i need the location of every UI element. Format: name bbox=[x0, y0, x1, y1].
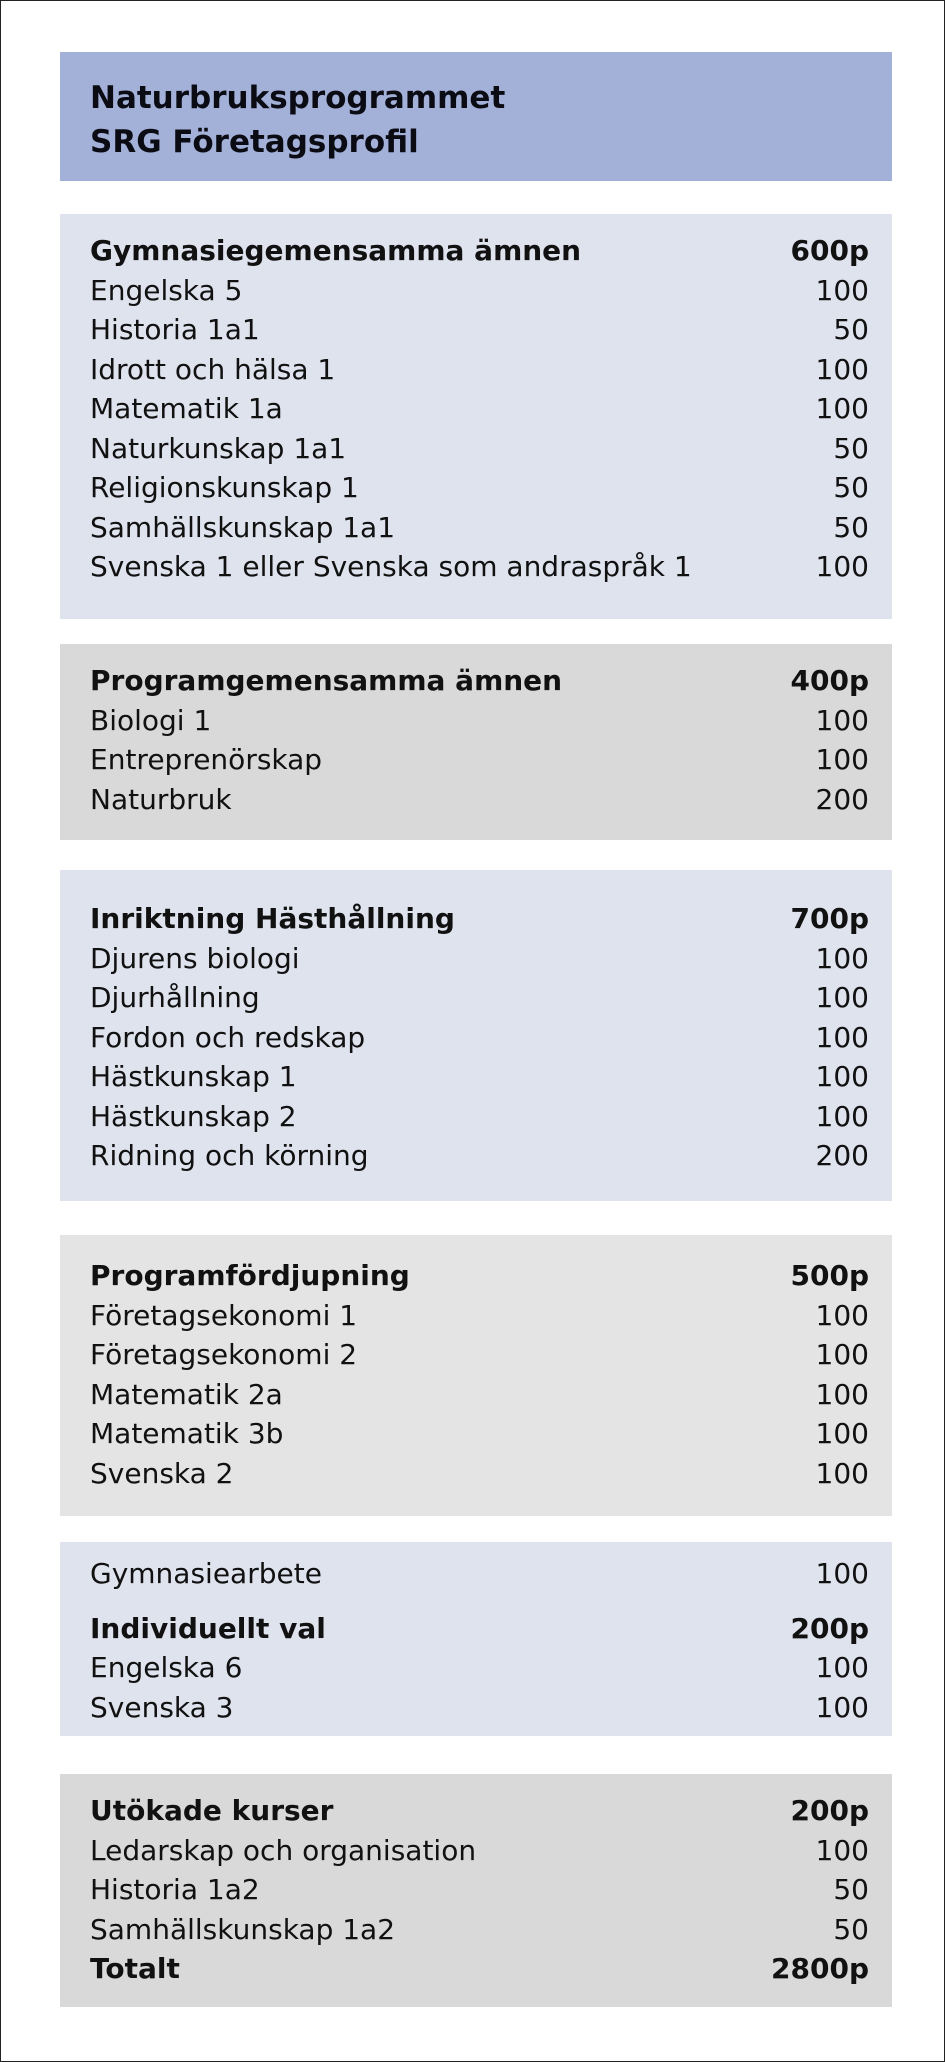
course-row bbox=[90, 740, 869, 780]
profile-name: SRG Företagsprofil bbox=[90, 124, 419, 160]
course-points: 100 bbox=[815, 1456, 869, 1490]
course-name: Religionskunskap 1 bbox=[90, 471, 359, 504]
section-total: 400p bbox=[790, 664, 869, 697]
section-heading: Inriktning Hästhållning bbox=[90, 902, 455, 935]
course-row bbox=[90, 1296, 869, 1336]
grand-total-row bbox=[90, 1949, 869, 1989]
spacer bbox=[90, 1594, 869, 1609]
course-row bbox=[90, 1057, 869, 1097]
course-points: 100 bbox=[815, 1060, 869, 1093]
section-total: 500p bbox=[790, 1259, 869, 1292]
course-name: Idrott och hälsa 1 bbox=[90, 352, 336, 386]
course-row bbox=[90, 389, 869, 429]
section-heading: Gymnasiegemensamma ämnen bbox=[90, 234, 582, 267]
course-points: 100 bbox=[815, 1651, 869, 1684]
course-row bbox=[90, 1648, 869, 1688]
course-row bbox=[90, 1375, 869, 1415]
course-row bbox=[90, 1910, 869, 1950]
section-heading-row bbox=[90, 1791, 869, 1831]
section-inriktning bbox=[60, 870, 892, 1201]
section-heading: Programgemensamma ämnen bbox=[90, 664, 563, 697]
course-points: 100 bbox=[815, 1417, 869, 1450]
course-name: Engelska 5 bbox=[90, 273, 243, 307]
course-name: Fordon och redskap bbox=[90, 1020, 366, 1054]
course-name: Historia 1a1 bbox=[90, 313, 260, 346]
course-row bbox=[90, 1831, 869, 1871]
course-name: Samhällskunskap 1a1 bbox=[90, 510, 396, 544]
course-points: 50 bbox=[833, 431, 869, 465]
course-points: 100 bbox=[815, 1377, 869, 1411]
course-points: 100 bbox=[815, 273, 869, 307]
course-name: Naturbruk bbox=[90, 782, 232, 816]
course-points: 50 bbox=[833, 471, 869, 504]
course-row bbox=[90, 939, 869, 979]
course-row bbox=[90, 350, 869, 390]
course-row bbox=[90, 1414, 869, 1454]
course-points: 100 bbox=[815, 1557, 869, 1590]
grand-total-label: Totalt bbox=[90, 1952, 180, 1985]
program-title-banner bbox=[60, 52, 892, 181]
course-name: Engelska 6 bbox=[90, 1651, 243, 1684]
course-points: 100 bbox=[815, 1298, 869, 1332]
course-row bbox=[90, 468, 869, 508]
section-programgemensamma bbox=[60, 644, 892, 840]
course-name: Djurhållning bbox=[90, 981, 260, 1014]
section-gymnasiearbete-individuellt-val bbox=[60, 1542, 892, 1736]
gymnasiearbete-row bbox=[90, 1554, 869, 1594]
section-heading: Utökade kurser bbox=[90, 1794, 334, 1827]
course-row bbox=[90, 547, 869, 587]
course-name: Matematik 1a bbox=[90, 392, 283, 425]
course-row bbox=[90, 1097, 869, 1137]
course-row bbox=[90, 271, 869, 311]
course-row bbox=[90, 1870, 869, 1910]
course-row bbox=[90, 1688, 869, 1728]
course-name: Biologi 1 bbox=[90, 703, 212, 737]
program-name: Naturbruksprogrammet bbox=[90, 80, 506, 116]
course-row bbox=[90, 780, 869, 820]
course-name: Gymnasiearbete bbox=[90, 1557, 322, 1590]
section-total: 600p bbox=[790, 234, 869, 267]
course-name: Samhällskunskap 1a2 bbox=[90, 1912, 396, 1946]
grand-total-value: 2800p bbox=[771, 1952, 869, 1985]
course-row bbox=[90, 1136, 869, 1176]
course-points: 100 bbox=[815, 392, 869, 425]
course-name: Svenska 2 bbox=[90, 1456, 234, 1490]
section-heading-row bbox=[90, 231, 869, 271]
course-points: 50 bbox=[833, 1912, 869, 1946]
course-points: 200 bbox=[815, 1139, 869, 1172]
course-points: 50 bbox=[833, 510, 869, 544]
course-name: Svenska 3 bbox=[90, 1690, 234, 1724]
course-row bbox=[90, 1018, 869, 1058]
course-points: 100 bbox=[815, 1020, 869, 1054]
course-points: 100 bbox=[815, 941, 869, 975]
course-points: 100 bbox=[815, 1338, 869, 1371]
section-heading: Individuellt val bbox=[90, 1611, 326, 1645]
course-points: 100 bbox=[815, 981, 869, 1014]
section-heading-row bbox=[90, 1256, 869, 1296]
course-name: Naturkunskap 1a1 bbox=[90, 431, 347, 465]
course-points: 100 bbox=[815, 352, 869, 386]
course-name: Historia 1a2 bbox=[90, 1873, 260, 1906]
course-name: Ridning och körning bbox=[90, 1139, 369, 1172]
course-name: Djurens biologi bbox=[90, 941, 300, 975]
section-total: 200p bbox=[790, 1794, 869, 1827]
course-points: 100 bbox=[815, 550, 869, 583]
course-row bbox=[90, 1454, 869, 1494]
course-row bbox=[90, 1335, 869, 1375]
course-name: Svenska 1 eller Svenska som andraspråk 1 bbox=[90, 550, 692, 583]
course-name: Hästkunskap 2 bbox=[90, 1099, 297, 1133]
course-name: Företagsekonomi 1 bbox=[90, 1298, 358, 1332]
course-points: 100 bbox=[815, 1690, 869, 1724]
course-name: Hästkunskap 1 bbox=[90, 1060, 297, 1093]
course-points: 100 bbox=[815, 1833, 869, 1867]
course-row bbox=[90, 701, 869, 741]
section-total: 700p bbox=[790, 902, 869, 935]
course-row bbox=[90, 429, 869, 469]
section-utokade-kurser bbox=[60, 1774, 892, 2007]
section-gymnasiegemensamma bbox=[60, 214, 892, 619]
course-points: 100 bbox=[815, 1099, 869, 1133]
course-row bbox=[90, 310, 869, 350]
course-name: Matematik 3b bbox=[90, 1417, 284, 1450]
course-points: 50 bbox=[833, 313, 869, 346]
course-points: 100 bbox=[815, 743, 869, 776]
section-programfordjupning bbox=[60, 1235, 892, 1516]
course-row bbox=[90, 978, 869, 1018]
course-row bbox=[90, 508, 869, 548]
course-name: Ledarskap och organisation bbox=[90, 1833, 477, 1867]
section-heading-row bbox=[90, 899, 869, 939]
course-name: Matematik 2a bbox=[90, 1377, 283, 1411]
course-points: 50 bbox=[833, 1873, 869, 1906]
section-heading-row bbox=[90, 1609, 869, 1649]
section-total: 200p bbox=[790, 1611, 869, 1645]
course-name: Företagsekonomi 2 bbox=[90, 1338, 358, 1371]
course-name: Entreprenörskap bbox=[90, 743, 323, 776]
course-points: 200 bbox=[815, 782, 869, 816]
section-heading-row bbox=[90, 661, 869, 701]
section-heading: Programfördjupning bbox=[90, 1259, 410, 1292]
course-points: 100 bbox=[815, 703, 869, 737]
